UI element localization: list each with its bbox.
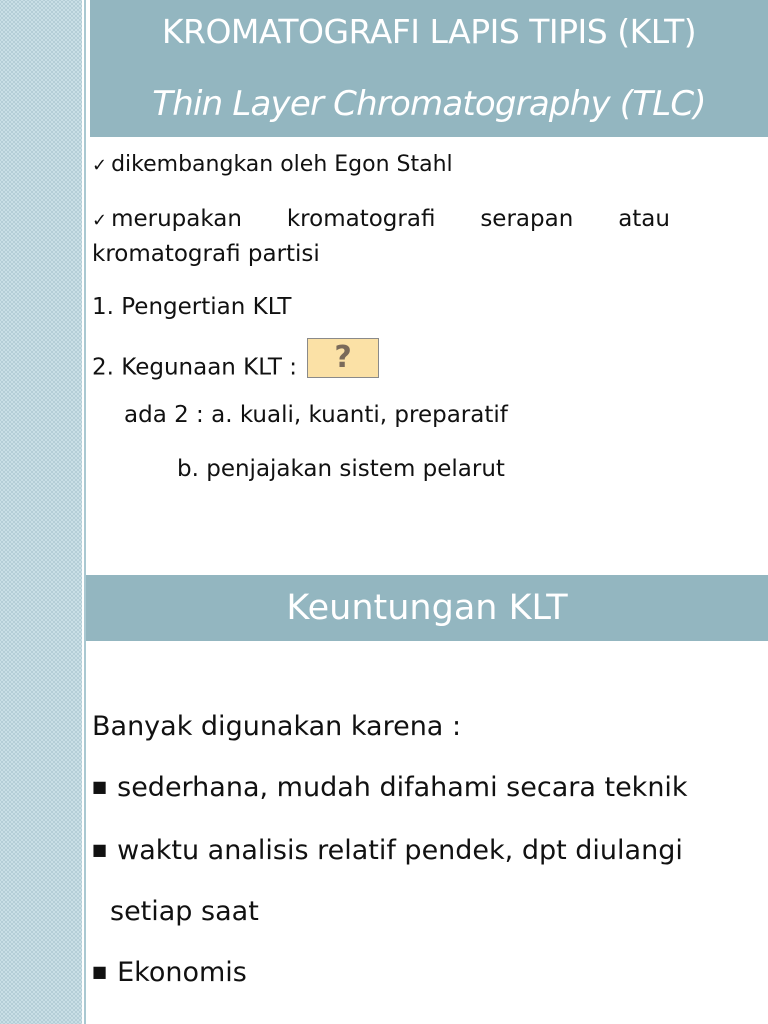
decorative-side-line bbox=[84, 0, 86, 1024]
square-bullet-icon: ■ bbox=[92, 840, 108, 859]
question-mark-icon: ? bbox=[334, 340, 352, 375]
slide1-header-banner bbox=[90, 0, 768, 137]
check-item-2-word-3: serapan bbox=[480, 206, 574, 232]
checkmark-icon: ✓ bbox=[92, 155, 108, 176]
slide1-subtitle: Thin Layer Chromatography (TLC) bbox=[152, 84, 706, 124]
check-item-2 bbox=[92, 206, 670, 232]
subitem-b: b. penjajakan sistem pelarut bbox=[177, 456, 505, 482]
slide2-intro: Banyak digunakan karena : bbox=[92, 711, 462, 742]
checkmark-icon: ✓ bbox=[92, 210, 108, 231]
check-item-1-text: dikembangkan oleh Egon Stahl bbox=[111, 152, 453, 177]
slide1-title: KROMATOGRAFI LAPIS TIPIS (KLT) bbox=[161, 12, 697, 51]
list-item-text: Ekonomis bbox=[117, 957, 247, 988]
list-item bbox=[92, 957, 247, 988]
list-item-continuation: setiap saat bbox=[110, 896, 259, 927]
list-item-text: sederhana, mudah difahami secara teknik bbox=[117, 772, 688, 803]
check-item-2-word-4: atau bbox=[618, 206, 670, 232]
slide2-title: Keuntungan KLT bbox=[286, 588, 568, 628]
list-item bbox=[92, 772, 688, 803]
subitem-a: ada 2 : a. kuali, kuanti, preparatif bbox=[124, 402, 508, 428]
decorative-side-strip bbox=[0, 0, 82, 1024]
check-item-2-word-1: ✓ merupakan bbox=[92, 206, 242, 232]
check-item-1 bbox=[92, 152, 453, 177]
list-item bbox=[92, 835, 683, 866]
list-item-text: waktu analisis relatif pendek, dpt diulangi bbox=[117, 835, 683, 866]
numbered-item-2 bbox=[92, 340, 379, 388]
numbered-item-2-text: 2. Kegunaan KLT : bbox=[92, 354, 298, 381]
square-bullet-icon: ■ bbox=[92, 962, 108, 981]
check-item-2-word-2: kromatografi bbox=[286, 206, 436, 232]
numbered-item-1: 1. Pengertian KLT bbox=[92, 294, 292, 320]
slide2-header-banner bbox=[86, 575, 768, 641]
help-button[interactable] bbox=[307, 338, 379, 378]
check-item-2-continuation: kromatografi partisi bbox=[92, 241, 320, 267]
square-bullet-icon: ■ bbox=[92, 777, 108, 796]
